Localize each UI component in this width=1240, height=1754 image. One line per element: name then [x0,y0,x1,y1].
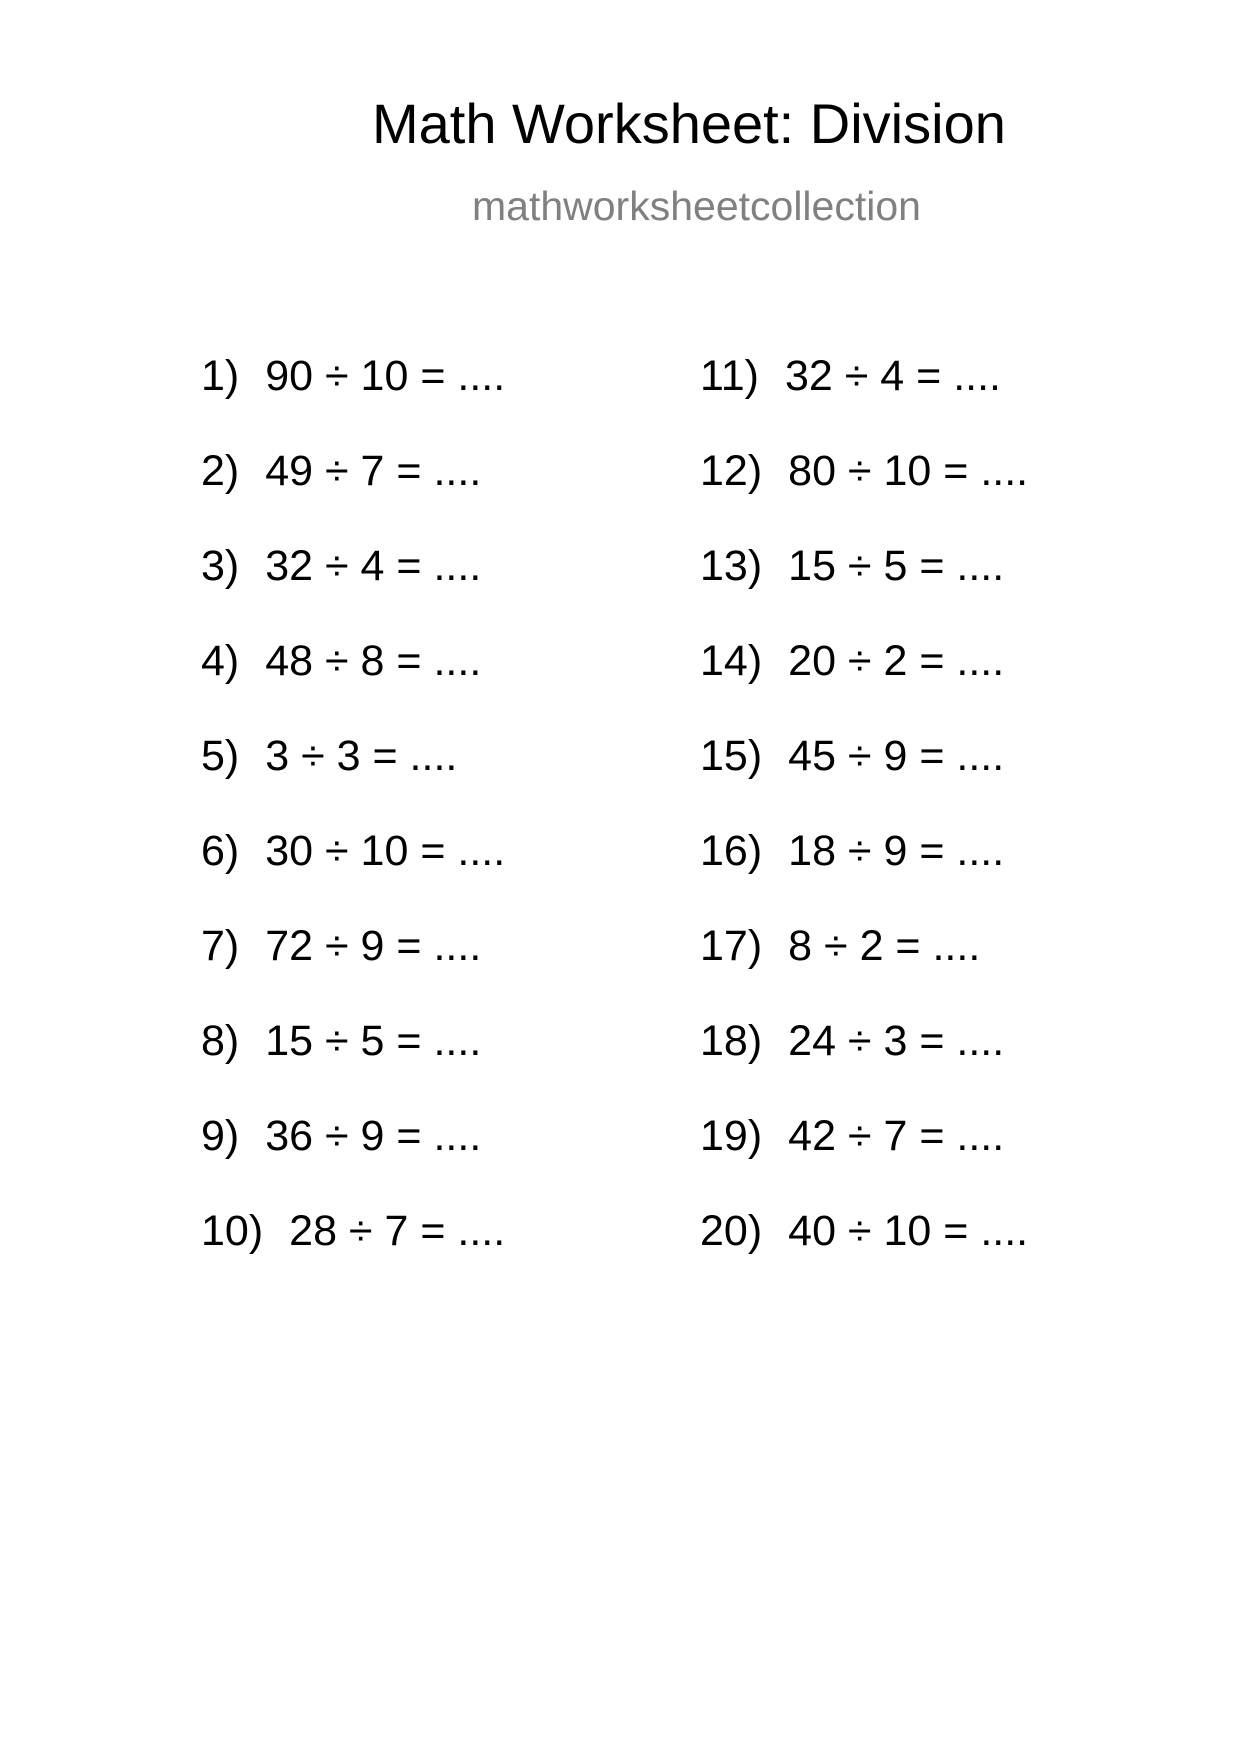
problem-number: 13) [700,542,763,590]
problem-expression: 8 ÷ 2 = .... [788,922,981,970]
problem-16 [700,827,1005,875]
problem-13 [700,542,1005,590]
problem-8 [201,1017,482,1065]
problem-number: 10) [201,1207,264,1255]
problem-6 [201,827,506,875]
problem-expression: 3 ÷ 3 = .... [265,732,458,780]
problem-number: 7) [201,922,240,970]
problem-expression: 36 ÷ 9 = .... [265,1112,482,1160]
worksheet-header [0,0,1240,260]
page-title: Math Worksheet: Division [372,92,1006,155]
problem-expression: 32 ÷ 4 = .... [265,542,482,590]
problem-expression: 90 ÷ 10 = .... [265,352,506,400]
problem-3 [201,542,482,590]
problem-expression: 40 ÷ 10 = .... [788,1207,1029,1255]
problem-number: 1) [201,352,240,400]
problem-15 [700,732,1005,780]
problem-number: 12) [700,447,763,495]
problem-number: 11) [700,352,759,400]
problem-20 [700,1207,1029,1255]
problem-expression: 20 ÷ 2 = .... [788,637,1005,685]
problem-number: 8) [201,1017,240,1065]
problem-number: 20) [700,1207,763,1255]
problem-2 [201,447,482,495]
problem-4 [201,637,482,685]
problem-14 [700,637,1005,685]
problem-18 [700,1017,1005,1065]
problem-expression: 15 ÷ 5 = .... [265,1017,482,1065]
problem-expression: 24 ÷ 3 = .... [788,1017,1005,1065]
problem-9 [201,1112,482,1160]
problem-expression: 72 ÷ 9 = .... [265,922,482,970]
problem-number: 6) [201,827,240,875]
problem-number: 14) [700,637,763,685]
problem-number: 3) [201,542,240,590]
problem-expression: 30 ÷ 10 = .... [265,827,506,875]
problem-expression: 42 ÷ 7 = .... [788,1112,1005,1160]
problem-expression: 49 ÷ 7 = .... [265,447,482,495]
problem-expression: 15 ÷ 5 = .... [788,542,1005,590]
problem-11 [700,352,1001,400]
problem-number: 17) [700,922,763,970]
problem-10 [201,1207,506,1255]
problem-number: 19) [700,1112,763,1160]
problem-number: 18) [700,1017,763,1065]
problem-7 [201,922,482,970]
problem-19 [700,1112,1005,1160]
problem-1 [201,352,506,400]
problem-number: 2) [201,447,240,495]
problem-17 [700,922,981,970]
problem-number: 5) [201,732,240,780]
problem-expression: 28 ÷ 7 = .... [289,1207,506,1255]
problem-expression: 80 ÷ 10 = .... [788,447,1029,495]
problem-number: 16) [700,827,763,875]
problem-expression: 48 ÷ 8 = .... [265,637,482,685]
problem-12 [700,447,1029,495]
problem-number: 4) [201,637,240,685]
problem-expression: 45 ÷ 9 = .... [788,732,1005,780]
problem-expression: 18 ÷ 9 = .... [788,827,1005,875]
problem-5 [201,732,458,780]
problem-expression: 32 ÷ 4 = .... [784,352,1001,400]
problem-number: 15) [700,732,763,780]
problem-number: 9) [201,1112,240,1160]
page-subtitle: mathworksheetcollection [472,183,921,229]
